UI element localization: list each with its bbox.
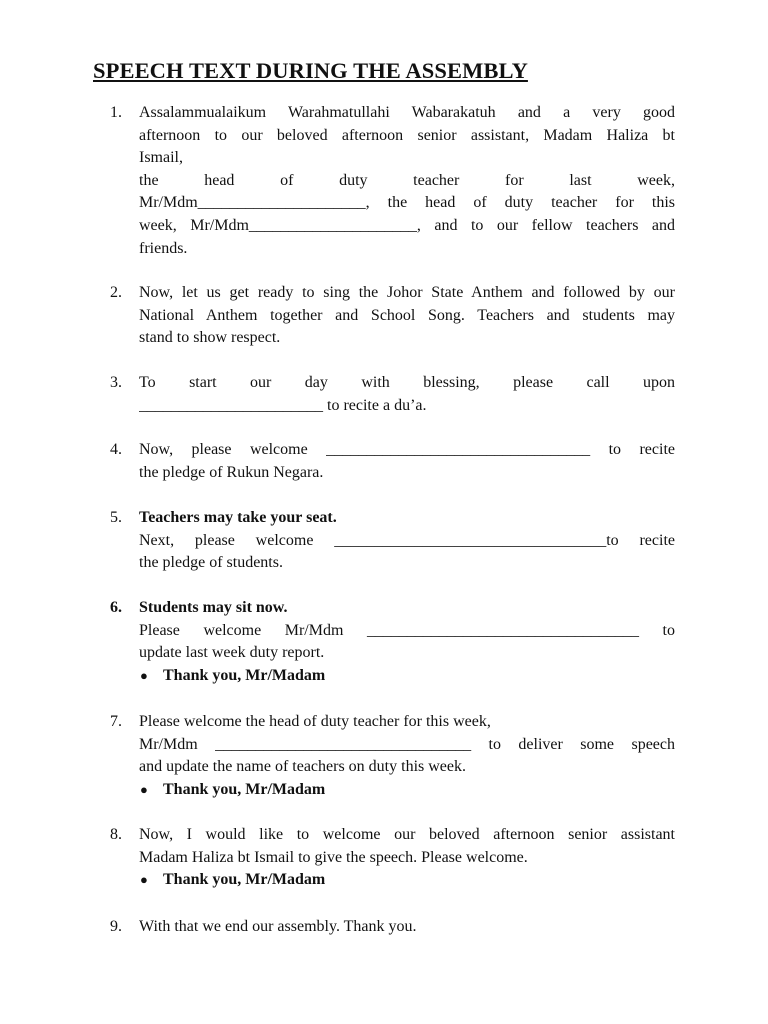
item-line: afternoon to our beloved afternoon senior assistant, Madam Haliza bt [139,126,675,144]
item-line: Madam Haliza bt Ismail to give the speech. Please welcome. [139,848,528,866]
item-line: the pledge of students. [139,554,283,572]
item-body [139,282,675,350]
item-body [139,824,675,892]
item-line-bold: Students may sit now. [139,599,288,616]
bullet-row [139,869,675,892]
item-body [139,372,675,417]
item-line: the pledge of Rukun Negara. [139,463,324,481]
item-line: National Anthem together and School Song. Teachers and students may [139,306,675,324]
bullet-text: Thank you, Mr/Madam [163,666,326,684]
item-line: Please welcome Mr/Mdm __________________________________ to [139,621,675,639]
item-line: Assalammualaikum Warahmatullahi Wabarakatuh and a very good [139,104,675,121]
item-body [139,507,675,575]
bullet-text: Thank you, Mr/Madam [163,871,326,889]
item-number: 9. [110,918,122,935]
item-number: 8. [110,826,122,843]
item-line: Now, please welcome _________________________________ to recite [139,441,675,458]
item-body [139,102,675,260]
item-line: With that we end our assembly. Thank you. [139,918,417,935]
item-body [139,439,675,484]
item-body [139,597,675,687]
document-title: SPEECH TEXT DURING THE ASSEMBLY [93,58,528,83]
item-line: _______________________ to recite a du’a. [139,396,427,414]
bullet-row [139,665,675,688]
item-body [139,916,675,939]
item-number: 6. [110,599,122,616]
item-line: friends. [139,239,188,257]
item-line: Please welcome the head of duty teacher for this week, [139,713,491,730]
item-line: To start our day with blessing, please call upon [139,374,675,391]
item-number: 7. [110,713,122,730]
item-line: the head of duty teacher for last week, [139,171,675,189]
item-line: Now, let us get ready to sing the Johor State Anthem and followed by our [139,284,675,301]
item-line: week, Mr/Mdm_____________________, and to our fellow teachers and [139,216,675,234]
item-number: 5. [110,509,122,526]
item-line: Mr/Mdm ________________________________ to deliver some speech [139,735,675,753]
bullet-icon: ● [140,667,148,683]
item-number: 2. [110,284,122,301]
item-number: 3. [110,374,122,391]
bullet-icon: ● [140,781,148,797]
item-line: Ismail, [139,149,183,167]
item-line: stand to show respect. [139,329,281,347]
item-line: Mr/Mdm_____________________, the head of duty teacher for this [139,194,675,212]
item-body [139,711,675,801]
item-line-bold: Teachers may take your seat. [139,509,337,526]
bullet-text: Thank you, Mr/Madam [163,780,326,798]
item-number: 1. [110,104,122,121]
item-line: update last week duty report. [139,644,325,662]
item-line: Now, I would like to welcome our beloved afternoon senior assistant [139,826,675,843]
bullet-icon: ● [140,872,148,888]
bullet-row [139,779,675,802]
item-line: Next, please welcome __________________________________to recite [139,531,675,549]
item-line: and update the name of teachers on duty this week. [139,758,466,776]
item-number: 4. [110,441,122,458]
